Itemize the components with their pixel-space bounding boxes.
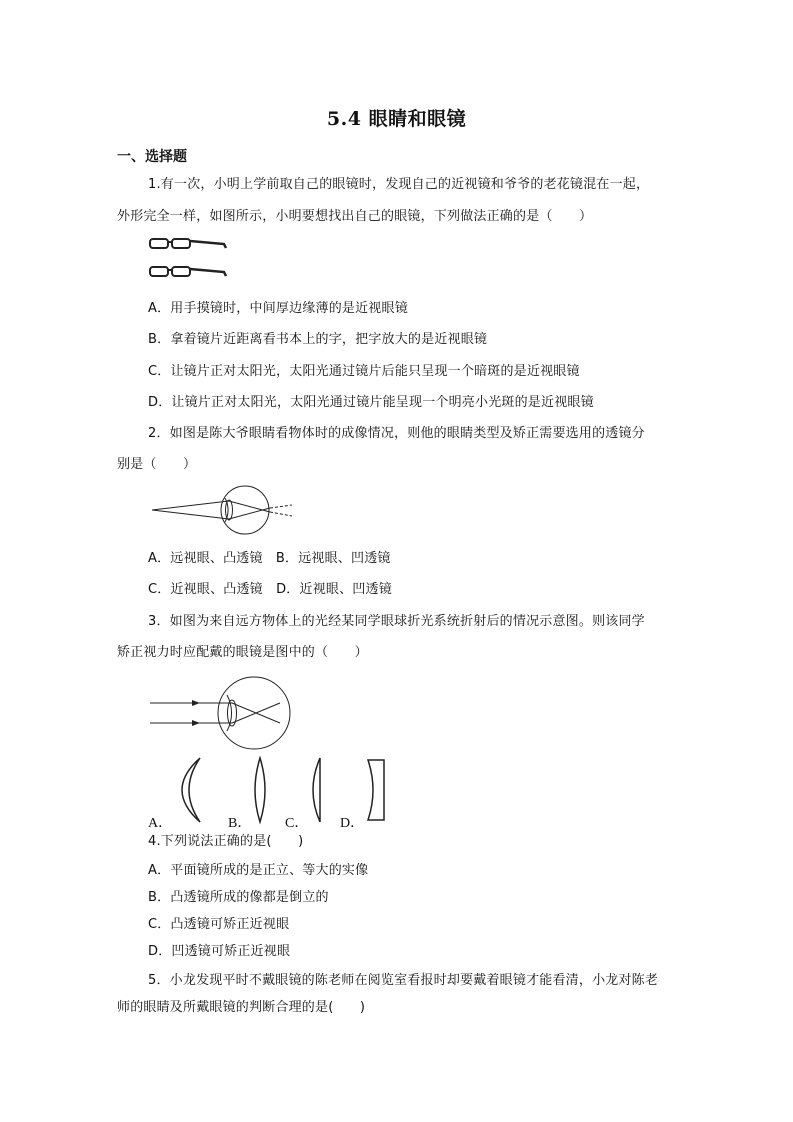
lens-label-a: A． [148, 816, 173, 831]
q1-stem-line1: 1.有一次，小明上学前取自己的眼镜时，发现自己的近视镜和爷爷的老花镜混在一起， [148, 177, 650, 192]
q2-options-row1: A．远视眼、凸透镜 B．远视眼、凹透镜 [148, 551, 391, 566]
eye-diagram-icon [148, 484, 298, 536]
eye-diagram-icon [148, 675, 293, 751]
q1-option-b: B．拿着镜片近距离看书本上的字，把字放大的是近视眼镜 [148, 332, 488, 347]
lens-d-plano-concave-icon [366, 756, 390, 824]
q4-option-d: D．凹透镜可矫正近视眼 [148, 944, 291, 959]
q1-stem-line2: 外形完全一样，如图所示，小明要想找出自己的眼镜，下列做法正确的是（ ） [117, 209, 593, 224]
q4-option-c: C．凸透镜可矫正近视眼 [148, 917, 290, 932]
page-title: 5.4 眼睛和眼镜 [326, 108, 467, 130]
q4-option-a: A．平面镜所成的是正立、等大的实像 [148, 863, 369, 878]
q5-stem-line2: 师的眼睛及所戴眼镜的判断合理的是( ) [117, 1000, 366, 1015]
lens-c-plano-convex-icon [306, 756, 326, 824]
q2-options-row2: C．近视眼、凸透镜 D．近视眼、凹透镜 [148, 582, 392, 597]
glasses-icon [148, 236, 228, 286]
lens-label-d: D． [340, 816, 365, 831]
q2-stem-line1: 2．如图是陈大爷眼睛看物体时的成像情况，则他的眼睛类型及矫正需要选用的透镜分 [148, 426, 645, 441]
q1-option-c: C．让镜片正对太阳光，太阳光通过镜片后能只呈现一个暗斑的是近视眼镜 [148, 364, 580, 379]
q3-stem-line1: 3．如图为来自远方物体上的光经某同学眼球折光系统折射后的情况示意图。则该同学 [148, 614, 645, 629]
q4-stem: 4.下列说法正确的是( ) [148, 834, 304, 849]
lens-a-concave-meniscus-icon [172, 756, 212, 824]
q4-option-b: B．凸透镜所成的像都是倒立的 [148, 890, 329, 905]
lens-b-biconvex-icon [250, 756, 270, 824]
lens-label-b: B． [228, 816, 252, 831]
section-heading: 一、选择题 [117, 149, 187, 165]
q3-stem-line2: 矫正视力时应配戴的眼镜是图中的（ ） [117, 645, 368, 660]
q2-stem-line2: 别是（ ） [117, 457, 197, 472]
q1-option-a: A．用手摸镜时，中间厚边缘薄的是近视眼镜 [148, 301, 408, 316]
lens-label-c: C． [285, 816, 309, 831]
q1-option-d: D．让镜片正对太阳光，太阳光通过镜片能呈现一个明亮小光斑的是近视眼镜 [148, 395, 594, 410]
q5-stem-line1: 5．小龙发现平时不戴眼镜的陈老师在阅览室看报时却要戴着眼镜才能看清，小龙对陈老 [148, 973, 659, 988]
